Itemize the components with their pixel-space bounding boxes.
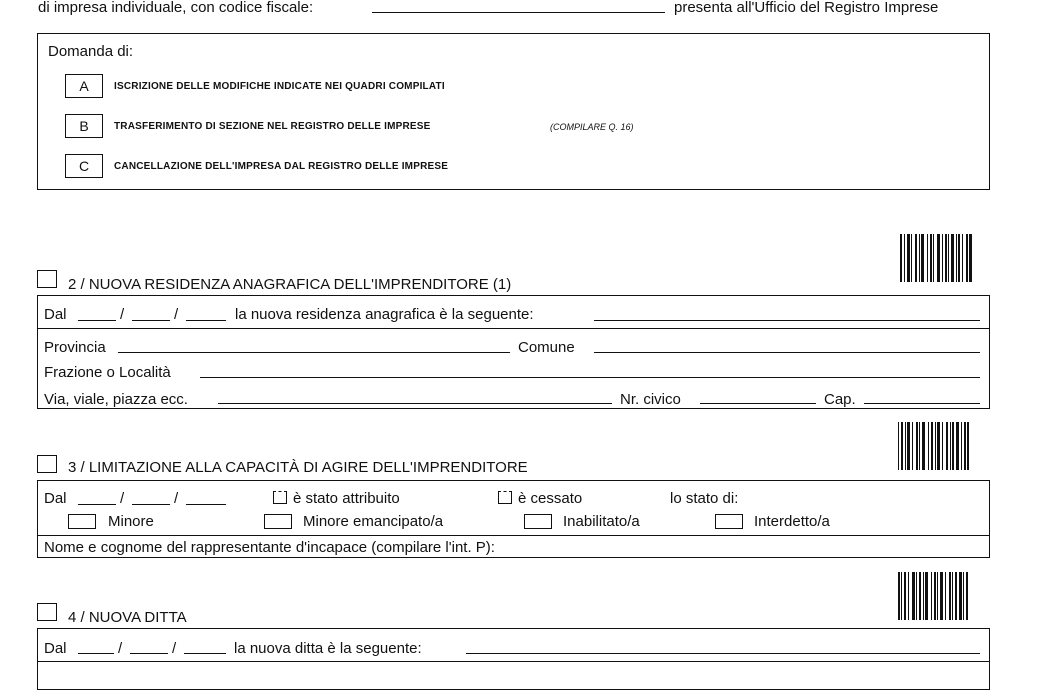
dal-label: Dal [44, 306, 67, 323]
residenza-field[interactable] [594, 320, 980, 321]
date-slash: / [120, 490, 125, 507]
option-a-box[interactable]: A [65, 74, 103, 98]
date-slash: / [174, 490, 179, 507]
frazione-field[interactable] [200, 377, 980, 378]
ditta-field[interactable] [466, 653, 980, 654]
option-b-note: (COMPILARE Q. 16) [550, 122, 634, 132]
comune-field[interactable] [594, 352, 980, 353]
option-c-label: CANCELLAZIONE DELL'IMPRESA DAL REGISTRO DELLE IMPRESE [114, 161, 449, 172]
codice-fiscale-field[interactable] [372, 12, 665, 13]
date-month-field[interactable] [132, 320, 170, 321]
barcode-section-3 [898, 422, 969, 470]
dal-label: Dal [44, 640, 67, 657]
section-2-checkbox[interactable] [37, 270, 57, 288]
cessato-checkbox[interactable] [498, 491, 512, 504]
cap-field[interactable] [864, 403, 980, 404]
barcode-section-4 [898, 572, 968, 620]
provincia-field[interactable] [118, 352, 510, 353]
interdetto-label: Interdetto/a [754, 513, 830, 530]
date-day-field[interactable] [78, 653, 114, 654]
comune-label: Comune [518, 339, 575, 356]
attribuito-checkbox[interactable] [273, 491, 287, 504]
minore-label: Minore [108, 513, 154, 530]
minore-emancipato-checkbox[interactable] [264, 514, 292, 529]
attribuito-label: è stato attribuito [293, 490, 400, 507]
row-divider [38, 535, 989, 536]
provincia-label: Provincia [44, 339, 106, 356]
row-divider [38, 661, 989, 662]
date-year-field[interactable] [186, 504, 226, 505]
section-2-panel [37, 295, 990, 409]
header-left-text: di impresa individuale, con codice fiscale: [38, 0, 314, 16]
civico-label: Nr. civico [620, 391, 681, 408]
section-2-title: 2 / NUOVA RESIDENZA ANAGRAFICA DELL'IMPRENDITORE (1) [68, 276, 512, 293]
section-3-checkbox[interactable] [37, 455, 57, 473]
barcode-section-2 [900, 234, 972, 282]
option-b-label: TRASFERIMENTO DI SEZIONE NEL REGISTRO DELLE IMPRESE [114, 121, 431, 132]
via-field[interactable] [218, 403, 612, 404]
date-year-field[interactable] [184, 653, 226, 654]
section-3-panel [37, 480, 990, 558]
domanda-title: Domanda di: [48, 43, 134, 60]
civico-field[interactable] [700, 403, 816, 404]
date-year-field[interactable] [186, 320, 226, 321]
stato-label: lo stato di: [670, 490, 739, 507]
option-c-box[interactable]: C [65, 154, 103, 178]
rappresentante-label: Nome e cognome del rappresentante d'incapace (compilare l'int. P): [44, 539, 495, 556]
inabilitato-checkbox[interactable] [524, 514, 552, 529]
residenza-label: la nuova residenza anagrafica è la seguente: [235, 306, 534, 323]
header-right-text: presenta all'Ufficio del Registro Imprese [674, 0, 939, 16]
section-3-title: 3 / LIMITAZIONE ALLA CAPACITÀ DI AGIRE DELL'IMPRENDITORE [68, 459, 528, 476]
cessato-label: è cessato [518, 490, 583, 507]
ditta-label: la nuova ditta è la seguente: [234, 640, 422, 657]
section-4-panel [37, 628, 990, 690]
date-slash: / [174, 306, 179, 323]
dal-label: Dal [44, 490, 67, 507]
date-day-field[interactable] [78, 320, 116, 321]
inabilitato-label: Inabilitato/a [563, 513, 640, 530]
date-slash: / [120, 306, 125, 323]
cap-label: Cap. [824, 391, 856, 408]
date-month-field[interactable] [130, 653, 168, 654]
option-a-label: ISCRIZIONE DELLE MODIFICHE INDICATE NEI QUADRI COMPILATI [114, 81, 445, 92]
domanda-panel [37, 33, 990, 190]
option-b-box[interactable]: B [65, 114, 103, 138]
section-4-title: 4 / NUOVA DITTA [68, 609, 187, 626]
frazione-label: Frazione o Località [44, 364, 171, 381]
date-slash: / [118, 640, 123, 657]
section-4-checkbox[interactable] [37, 603, 57, 621]
date-month-field[interactable] [132, 504, 170, 505]
via-label: Via, viale, piazza ecc. [44, 391, 188, 408]
date-slash: / [172, 640, 177, 657]
date-day-field[interactable] [78, 504, 116, 505]
row-divider [38, 328, 989, 329]
minore-checkbox[interactable] [68, 514, 96, 529]
minore-emancipato-label: Minore emancipato/a [303, 513, 444, 530]
interdetto-checkbox[interactable] [715, 514, 743, 529]
